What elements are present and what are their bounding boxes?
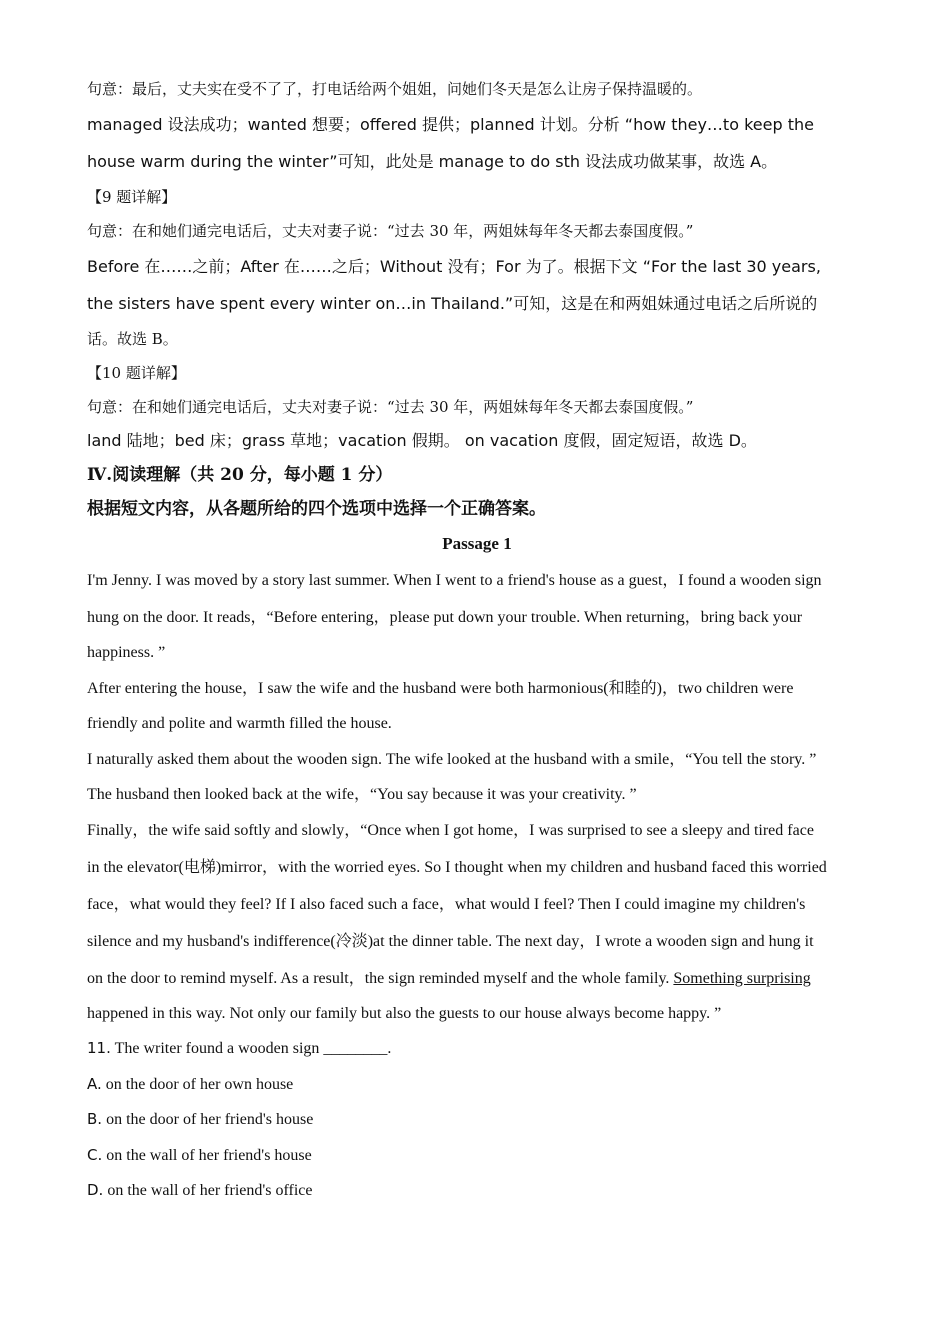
question-text: The writer found a wooden sign ________. [110, 1040, 392, 1057]
passage-line-text: on the door to remind myself. As a result，the sign reminded myself and the whole family. [87, 970, 674, 987]
option-label: B. [87, 1110, 103, 1128]
passage-paragraph-3 [87, 741, 867, 812]
passage-line: I naturally asked them about the wooden sign. The wife looked at the husband with a smile，“You tell the story. ” [87, 751, 817, 768]
option-a [87, 1067, 867, 1103]
passage-line [87, 960, 867, 997]
q9-explanation-line-3: 话。故选 B。 [87, 330, 178, 348]
passage-line: After entering the house，I saw the wife and the husband were both harmonious(和睦的)，two children were [87, 680, 794, 697]
question-11-stem [87, 1031, 867, 1067]
passage-line: hung on the door. It reads，“Before entering，please put down your trouble. When returning，bring back your [87, 609, 803, 626]
passage-line: friendly and polite and warmth filled the house. [87, 715, 392, 732]
q9-explanation-line-1: Before 在……之前；After 在……之后；Without 没有；For 为了。根据下文 “For the last 30 years, [87, 257, 821, 276]
option-c [87, 1138, 867, 1174]
section-heading: Ⅳ.阅读理解（共 20 分，每小题 1 分） [87, 465, 393, 485]
passage-title: Passage 1 [442, 534, 512, 553]
option-label: C. [87, 1145, 103, 1164]
passage-line: The husband then looked back at the wife，“You say because it was your creativity. ” [87, 786, 637, 803]
option-d [87, 1173, 867, 1209]
option-text: on the wall of her friend's office [103, 1182, 313, 1199]
passage-paragraph-1 [87, 562, 867, 670]
q10-heading: 【10 题详解】 [87, 364, 186, 382]
q9-heading: 【9 题详解】 [87, 188, 177, 206]
q9-explanation-line-2: the sisters have spent every winter on…in Thailand.”可知，这是在和两姐妹通过电话之后所说的 [87, 294, 818, 313]
option-label: D. [87, 1181, 104, 1199]
passage-paragraph-4 [87, 812, 867, 1031]
option-text: on the door of her friend's house [102, 1111, 314, 1128]
passage-line: face，what would they feel? If I also faced such a face，what would I feel? Then I could imagine my children's [87, 896, 806, 913]
q10-explanation-line-1: land 陆地；bed 床；grass 草地；vacation 假期。 on vacation 度假，固定短语，故选 D。 [87, 431, 757, 450]
q10-meaning: 句意：在和她们通完电话后，丈夫对妻子说：“过去 30 年，两姐妹每年冬天都去泰国度假。” [87, 398, 694, 416]
document-page [87, 72, 867, 1209]
passage-line: Finally，the wife said softly and slowly，“Once when I got home，I was surprised to see a sleepy and tired face [87, 822, 814, 839]
passage-line: happiness. ” [87, 644, 166, 661]
q9-meaning: 句意：在和她们通完电话后，丈夫对妻子说：“过去 30 年，两姐妹每年冬天都去泰国度假。” [87, 222, 694, 240]
option-b [87, 1102, 867, 1138]
q8-explanation-line-2: house warm during the winter”可知，此处是 manage to do sth 设法成功做某事，故选 A。 [87, 152, 778, 171]
passage-line: happened in this way. Not only our family but also the guests to our house always become happy. ” [87, 1005, 722, 1022]
q8-explanation-line-1: managed 设法成功；wanted 想要；offered 提供；planned 计划。分析 “how they…to keep the [87, 115, 814, 134]
option-label: A. [87, 1074, 102, 1093]
option-text: on the door of her own house [101, 1075, 294, 1093]
question-number: 11. [87, 1039, 111, 1057]
option-text: on the wall of her friend's house [102, 1146, 312, 1164]
passage-line: silence and my husband's indifference(冷淡)at the dinner table. The next day，I wrote a wooden sign and hung it [87, 933, 814, 950]
underlined-phrase: Something surprising [673, 970, 811, 987]
passage-paragraph-2 [87, 670, 867, 741]
section-instruction: 根据短文内容，从各题所给的四个选项中选择一个正确答案。 [87, 499, 546, 519]
passage-line: in the elevator(电梯)mirror，with the worried eyes. So I thought when my children and husband faced this worried [87, 859, 827, 876]
q8-meaning: 句意：最后，丈夫实在受不了了，打电话给两个姐姐，问她们冬天是怎么让房子保持温暖的。 [87, 80, 703, 98]
passage-line: I'm Jenny. I was moved by a story last summer. When I went to a friend's house as a guest，I found a wooden sign [87, 572, 822, 589]
